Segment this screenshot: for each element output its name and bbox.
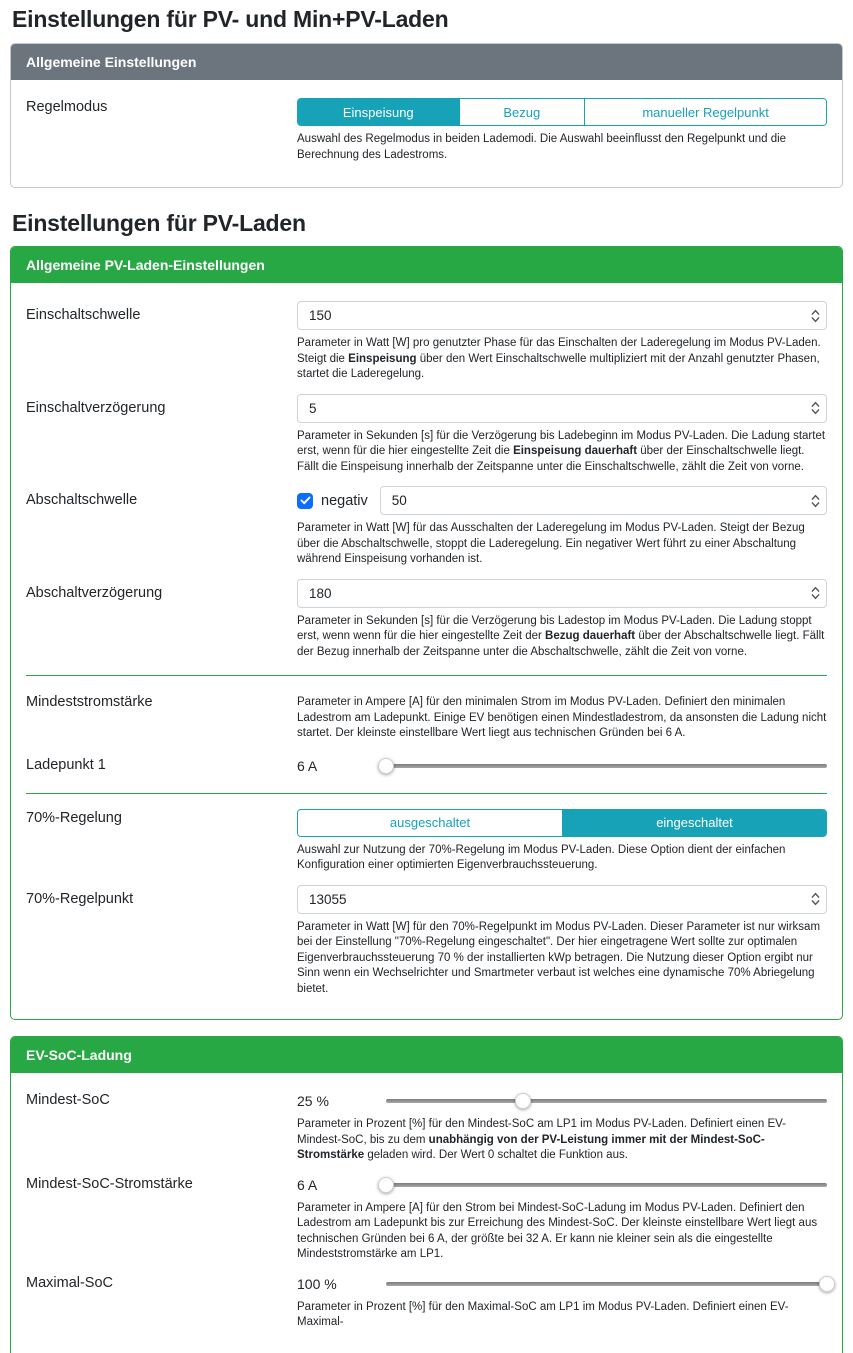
regelmodus-option-bezug[interactable]: Bezug bbox=[459, 99, 585, 125]
regelmodus-label: Regelmodus bbox=[26, 99, 108, 115]
slider-track[interactable] bbox=[386, 764, 827, 768]
page-title-main: Einstellungen für PV- und Min+PV-Laden bbox=[12, 6, 449, 32]
regelmodus-option-manueller-regelpunkt[interactable]: manueller Regelpunkt bbox=[584, 99, 826, 125]
regelpunkt70-input[interactable] bbox=[297, 885, 827, 914]
regelpunkt70-label: 70%-Regelpunkt bbox=[26, 890, 134, 907]
regelung70-option-eingeschaltet[interactable]: eingeschaltet bbox=[562, 810, 826, 836]
mindest-soc-stromstaerke-help: Parameter in Ampere [A] für den Strom bei Mindest-SoC-Ladung im Modus PV-Laden. Definiert den Ladestrom am Ladepunkt bis zur Erreichung des Mindest-SoC. Der kleinste einstellbare Wert liegt aus technischen Gründen bei 6 A, der größte bei 32 A. Er kann nie kleiner sein als die eingestellte Mindeststromstärke am LP1. bbox=[297, 1201, 818, 1260]
mindest-soc-help: Parameter in Prozent [%] für den Mindest-SoC am LP1 im Modus PV-Laden. Definiert einen EV-Mindest-SoC, bis zu dem unabhängig von der PV-Leistung immer mit der Mindest-SoC-Stromstärke geladen wird. Der Wert 0 schaltet die Funktion aus. bbox=[297, 1118, 786, 1161]
abschaltschwelle-help: Parameter in Watt [W] für das Ausschalten der Laderegelung im Modus PV-Laden. Steigt der Bezug über die Abschaltschwelle, stoppt die Laderegelung. Ein negativer Wert führt zu einer Abschaltung während Einspeisung vorhanden ist. bbox=[297, 522, 805, 565]
einschaltschwelle-help: Parameter in Watt [W] pro genutzter Phase für das Einschalten der Laderegelung im Modus PV-Laden. Steigt die Einspeisung über den Wert Einschaltschwelle multipliziert mit der Anzahl genutzter Phasen, startet die Laderegelung. bbox=[297, 337, 821, 380]
section-divider bbox=[26, 675, 827, 676]
regelpunkt70-help: Parameter in Watt [W] für den 70%-Regelpunkt im Modus PV-Laden. Dieser Parameter ist nur wirksam bei der Einstellung "70%-Regelung eingeschaltet". Der hier eingetragene Wert sollte zur optimalen Eigenverbrauchssteuerung 70 % der installierten kWp betragen. Die Nutzung dieser Option ergibt nur Sinn wenn ein Wechselrichter und Smartmeter verbaut ist welches eine dynamische 70% Abriegelung bietet. bbox=[297, 920, 821, 995]
ladepunkt1-value: 6 A bbox=[297, 757, 318, 774]
einschaltschwelle-input[interactable] bbox=[297, 301, 827, 330]
section-divider bbox=[26, 793, 827, 794]
mindest-soc-stromstaerke-label: Mindest-SoC-Stromstärke bbox=[26, 1175, 193, 1192]
slider-thumb[interactable] bbox=[819, 1276, 835, 1292]
slider-thumb[interactable] bbox=[515, 1093, 531, 1109]
mindest-soc-label: Mindest-SoC bbox=[26, 1092, 110, 1108]
mindest-soc-stromstaerke-slider[interactable] bbox=[386, 1175, 827, 1195]
card-ev-soc-header: EV-SoC-Ladung bbox=[11, 1037, 842, 1073]
abschaltschwelle-input[interactable] bbox=[380, 486, 827, 515]
mindeststromstaerke-label: Mindeststromstärke bbox=[26, 694, 153, 710]
abschaltverzoegerung-help: Parameter in Sekunden [s] für die Verzögerung bis Ladestop im Modus PV-Laden. Die Ladung stoppt erst, wenn wenn für die hier eingestellte Zeit der Bezug dauerhaft über der Abschaltschwelle liegt. Fällt der Bezug innerhalb der Zeitspanne unter die Abschaltschwelle, zählt die Zeit von vorne. bbox=[297, 614, 825, 658]
slider-thumb[interactable] bbox=[378, 758, 394, 774]
negativ-checkbox-label[interactable]: negativ bbox=[321, 492, 368, 509]
einschaltverzoegerung-label: Einschaltverzögerung bbox=[26, 399, 166, 416]
maximal-soc-help: Parameter in Prozent [%] für den Maximal-SoC am LP1 im Modus PV-Laden. Definiert einen EV-Maximal- bbox=[297, 1300, 789, 1328]
mindest-soc-value: 25 % bbox=[297, 1093, 329, 1109]
regelmodus-option-einspeisung[interactable]: Einspeisung bbox=[298, 99, 459, 125]
negativ-checkbox[interactable] bbox=[297, 493, 313, 509]
regelung70-option-ausgeschaltet[interactable]: ausgeschaltet bbox=[298, 810, 562, 836]
stepper-icon[interactable] bbox=[811, 494, 820, 507]
abschaltschwelle-label: Abschaltschwelle bbox=[26, 492, 138, 508]
regelmodus-help: Auswahl des Regelmodus in beiden Lademodi. Die Auswahl beeinflusst den Regelpunkt und die Berechnung des Ladestroms. bbox=[297, 133, 787, 161]
einschaltschwelle-label: Einschaltschwelle bbox=[26, 307, 141, 323]
regelung70-help: Auswahl zur Nutzung der 70%-Regelung im Modus PV-Laden. Diese Option dient der einfachen Konfiguration einer optimierten Eigenverbrauchssteuerung. bbox=[297, 843, 786, 871]
stepper-icon[interactable] bbox=[811, 893, 820, 906]
mindest-soc-slider[interactable] bbox=[386, 1091, 827, 1111]
ladepunkt1-slider[interactable] bbox=[386, 756, 827, 776]
checkmark-icon bbox=[300, 496, 311, 505]
card-general-header: Allgemeine Einstellungen bbox=[11, 44, 842, 80]
einschaltverzoegerung-input[interactable] bbox=[297, 394, 827, 423]
slider-track[interactable] bbox=[386, 1282, 827, 1286]
mindest-soc-stromstaerke-value: 6 A bbox=[297, 1176, 318, 1193]
slider-track[interactable] bbox=[386, 1099, 827, 1103]
regelung70-label: 70%-Regelung bbox=[26, 809, 122, 826]
stepper-icon[interactable] bbox=[811, 309, 820, 322]
maximal-soc-label: Maximal-SoC bbox=[26, 1274, 114, 1291]
abschaltverzoegerung-label: Abschaltverzögerung bbox=[26, 584, 163, 601]
einschaltverzoegerung-help: Parameter in Sekunden [s] für die Verzögerung bis Ladebeginn im Modus PV-Laden. Die Ladung startet erst, wenn für die hier eingestellte Zeit die Einspeisung dauerhaft über der Einschaltschwelle liegt. Fällt die Einspeisung innerhalb der Zeitspanne unter die Einschaltschwelle, zählt die Zeit von vorne. bbox=[297, 429, 826, 473]
regelung70-button-group bbox=[297, 809, 827, 837]
mindeststromstaerke-help: Parameter in Ampere [A] für den minimalen Strom im Modus PV-Laden. Definiert den minimalen Ladestrom am Ladepunkt. Einige EV benötigen einen Mindestladestrom, da ansonsten die Ladung nicht startet. Der kleinste einstellbare Wert liegt aus technischen Gründen bei 6 A. bbox=[297, 696, 827, 739]
ladepunkt1-label: Ladepunkt 1 bbox=[26, 756, 106, 773]
slider-track[interactable] bbox=[386, 1183, 827, 1187]
page-title-pv: Einstellungen für PV-Laden bbox=[12, 210, 306, 236]
abschaltverzoegerung-input[interactable] bbox=[297, 579, 827, 608]
card-pv-header: Allgemeine PV-Laden-Einstellungen bbox=[11, 247, 842, 283]
slider-thumb[interactable] bbox=[378, 1177, 394, 1193]
regelmodus-button-group bbox=[297, 98, 827, 126]
stepper-icon[interactable] bbox=[811, 587, 820, 600]
card-pv-settings bbox=[10, 246, 843, 1020]
stepper-icon[interactable] bbox=[811, 402, 820, 415]
maximal-soc-value: 100 % bbox=[297, 1275, 337, 1292]
card-general-settings bbox=[10, 43, 843, 188]
maximal-soc-slider[interactable] bbox=[386, 1274, 827, 1294]
card-ev-soc bbox=[10, 1036, 843, 1353]
